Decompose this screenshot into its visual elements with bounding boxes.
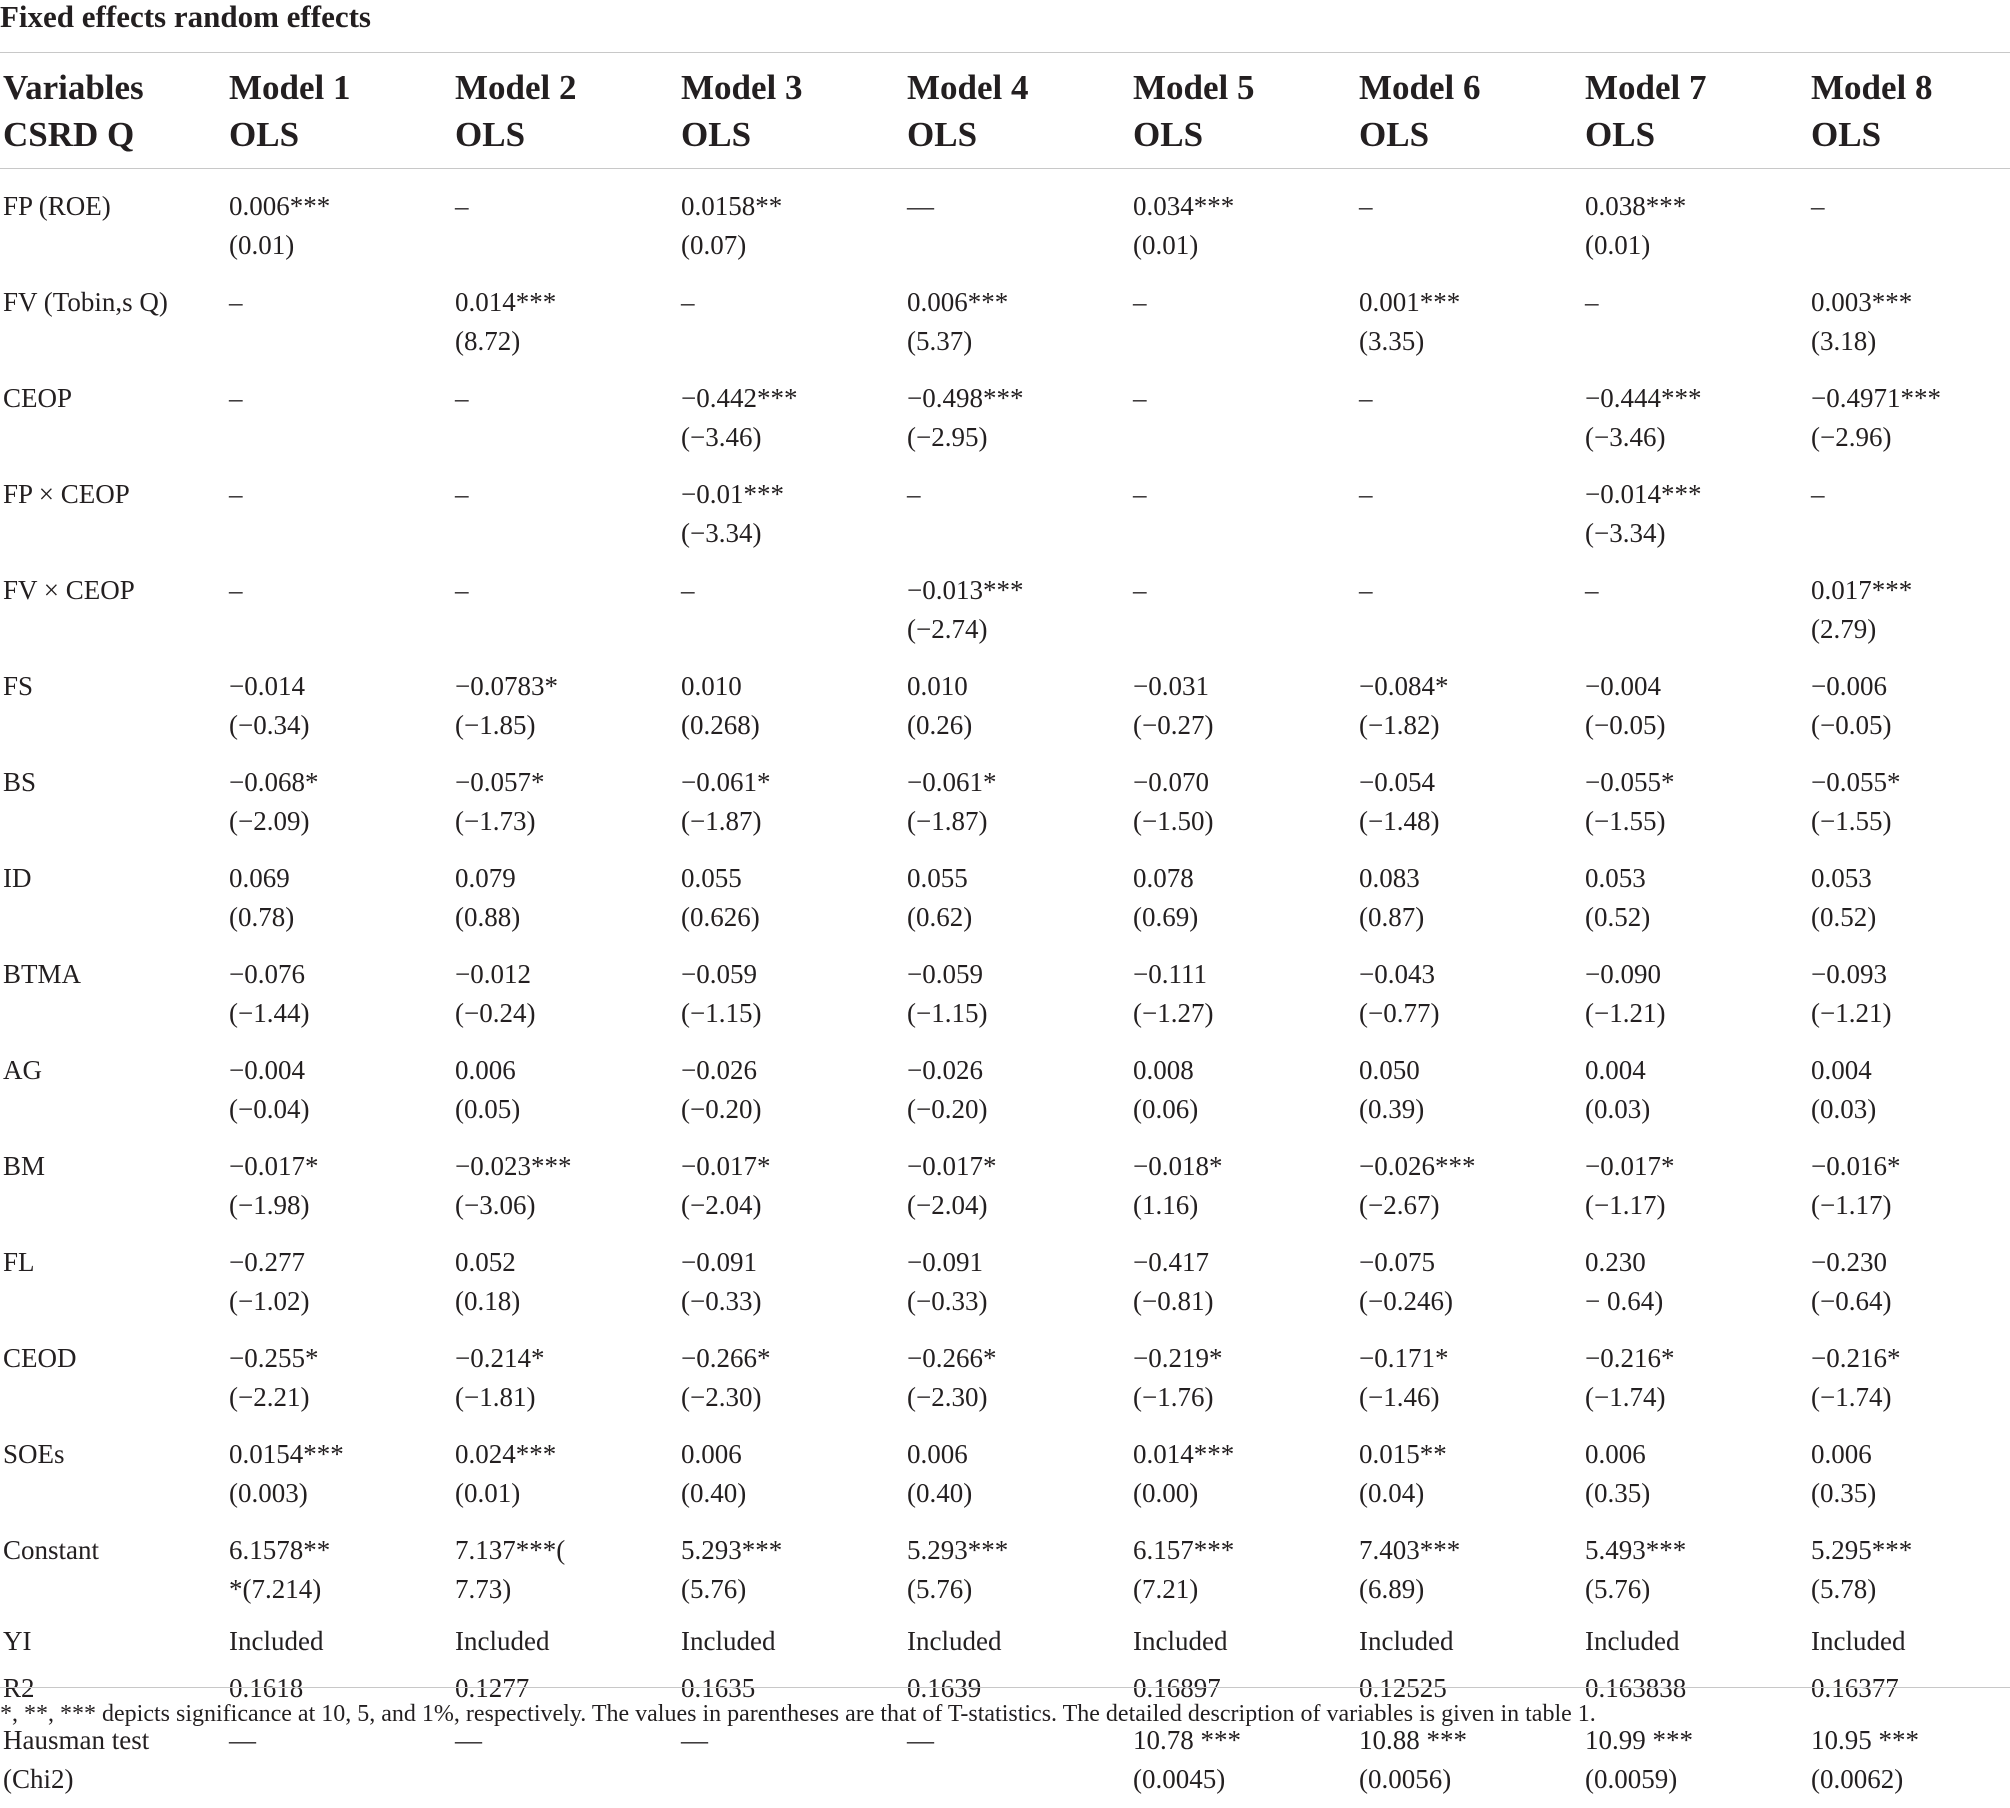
table-cell: −0.057* (−1.73) [452,754,678,850]
table-cell: −0.018* (1.16) [1130,1138,1356,1234]
table-cell: Included [1356,1618,1582,1665]
table-cell: −0.266* (−2.30) [904,1330,1130,1426]
row-label: ID [0,850,226,946]
table-cell: −0.031 (−0.27) [1130,658,1356,754]
row-label: FL [0,1234,226,1330]
table-cell: −0.012 (−0.24) [452,946,678,1042]
row-label: Constant [0,1522,226,1618]
table-cell: 0.079 (0.88) [452,850,678,946]
table-cell: Included [1808,1618,2010,1665]
table-cell: −0.498*** (−2.95) [904,370,1130,466]
table-cell: −0.230 (−0.64) [1808,1234,2010,1330]
table-cell: – [226,370,452,466]
table-cell: – [1582,562,1808,658]
table-cell: −0.061* (−1.87) [904,754,1130,850]
table-cell: −0.277 (−1.02) [226,1234,452,1330]
table-cell: 0.083 (0.87) [1356,850,1582,946]
table-cell: – [226,562,452,658]
table-cell: −0.075 (−0.246) [1356,1234,1582,1330]
table-cell: −0.084* (−1.82) [1356,658,1582,754]
table-cell: −0.017* (−2.04) [904,1138,1130,1234]
table-cell: Included [452,1618,678,1665]
table-cell: – [1130,562,1356,658]
regression-table [0,60,2010,1808]
table-cell: 0.0154*** (0.003) [226,1426,452,1522]
table-cell: −0.216* (−1.74) [1582,1330,1808,1426]
table-cell: – [1356,466,1582,562]
table-cell: — [904,1712,1130,1808]
table-cell: – [226,466,452,562]
table-cell: −0.004 (−0.05) [1582,658,1808,754]
table-cell: −0.006 (−0.05) [1808,658,2010,754]
table-cell: 0.055 (0.62) [904,850,1130,946]
table-cell: 0.017*** (2.79) [1808,562,2010,658]
table-row [0,1618,2010,1665]
row-label: CEOP [0,370,226,466]
header-model-2: Model 2 OLS [452,60,678,169]
table-cell: – [678,562,904,658]
row-label: FV × CEOP [0,562,226,658]
table-cell: 0.1639 [904,1665,1130,1712]
table-cell: −0.091 (−0.33) [904,1234,1130,1330]
table-cell: 0.055 (0.626) [678,850,904,946]
table-cell: — [678,1712,904,1808]
table-cell: −0.442*** (−3.46) [678,370,904,466]
table-row [0,1522,2010,1618]
row-label: CEOD [0,1330,226,1426]
table-cell: 0.004 (0.03) [1582,1042,1808,1138]
table-cell: Included [226,1618,452,1665]
table-cell: −0.216* (−1.74) [1808,1330,2010,1426]
table-row [0,169,2010,275]
table-row [0,562,2010,658]
table-cell: – [678,274,904,370]
table-cell: — [452,1712,678,1808]
table-title: Fixed effects random effects [0,0,371,48]
table-cell: 0.0158** (0.07) [678,169,904,275]
table-cell: – [1582,274,1808,370]
header-model-6: Model 6 OLS [1356,60,1582,169]
table-cell: −0.017* (−1.17) [1582,1138,1808,1234]
table-cell: – [1130,274,1356,370]
table-cell: −0.076 (−1.44) [226,946,452,1042]
row-label: YI [0,1618,226,1665]
table-cell: 0.078 (0.69) [1130,850,1356,946]
table-cell: 7.137***( 7.73) [452,1522,678,1618]
row-label: BS [0,754,226,850]
table-row [0,370,2010,466]
table-cell: 0.010 (0.26) [904,658,1130,754]
bottom-rule [0,1687,2010,1688]
table-cell: — [904,169,1130,275]
table-cell: −0.013*** (−2.74) [904,562,1130,658]
table-cell: 0.006 (0.35) [1582,1426,1808,1522]
table-cell: 10.78 *** (0.0045) [1130,1712,1356,1808]
table-row [0,658,2010,754]
table-cell: −0.061* (−1.87) [678,754,904,850]
table-cell: 0.006*** (5.37) [904,274,1130,370]
table-cell: 10.88 *** (0.0056) [1356,1712,1582,1808]
table-cell: 7.403*** (6.89) [1356,1522,1582,1618]
row-label: AG [0,1042,226,1138]
table-row [0,1234,2010,1330]
table-cell: 0.163838 [1582,1665,1808,1712]
row-label: FS [0,658,226,754]
table-cell: −0.055* (−1.55) [1582,754,1808,850]
table-cell: 0.006 (0.40) [678,1426,904,1522]
table-cell: −0.111 (−1.27) [1130,946,1356,1042]
table-cell: −0.01*** (−3.34) [678,466,904,562]
table-cell: 6.157*** (7.21) [1130,1522,1356,1618]
table-cell: −0.026 (−0.20) [904,1042,1130,1138]
table-cell: 0.16377 [1808,1665,2010,1712]
table-cell: −0.070 (−1.50) [1130,754,1356,850]
table-row [0,466,2010,562]
table-cell: −0.016* (−1.17) [1808,1138,2010,1234]
table-cell: 0.052 (0.18) [452,1234,678,1330]
table-cell: Included [904,1618,1130,1665]
table-cell: −0.014 (−0.34) [226,658,452,754]
table-cell: Included [1582,1618,1808,1665]
table-cell: 0.1618 [226,1665,452,1712]
table-cell: 5.295*** (5.78) [1808,1522,2010,1618]
table-cell: 0.12525 [1356,1665,1582,1712]
table-row [0,1138,2010,1234]
table-row [0,1426,2010,1522]
table-row [0,1042,2010,1138]
table-cell: 0.003*** (3.18) [1808,274,2010,370]
table-cell: −0.059 (−1.15) [678,946,904,1042]
table-cell: – [1356,370,1582,466]
table-cell: 0.006 (0.05) [452,1042,678,1138]
header-model-8: Model 8 OLS [1808,60,2010,169]
table-cell: 0.038*** (0.01) [1582,169,1808,275]
table-cell: 0.006*** (0.01) [226,169,452,275]
header-row [0,60,2010,169]
row-label: R2 [0,1665,226,1712]
table-cell: 0.230 − 0.64) [1582,1234,1808,1330]
table-cell: −0.017* (−1.98) [226,1138,452,1234]
table-cell: −0.266* (−2.30) [678,1330,904,1426]
table-cell: −0.026*** (−2.67) [1356,1138,1582,1234]
table-cell: −0.059 (−1.15) [904,946,1130,1042]
table-row [0,274,2010,370]
table-cell: 0.069 (0.78) [226,850,452,946]
table-cell: −0.0783* (−1.85) [452,658,678,754]
table-cell: 5.293*** (5.76) [678,1522,904,1618]
table-cell: — [226,1712,452,1808]
table-row [0,1330,2010,1426]
table-cell: – [452,169,678,275]
table-cell: 0.1277 [452,1665,678,1712]
table-cell: −0.219* (−1.76) [1130,1330,1356,1426]
table-cell: −0.091 (−0.33) [678,1234,904,1330]
table-cell: – [226,274,452,370]
table-cell: 10.95 *** (0.0062) [1808,1712,2010,1808]
table-cell: – [1356,562,1582,658]
header-model-7: Model 7 OLS [1582,60,1808,169]
table-cell: – [1808,169,2010,275]
header-model-5: Model 5 OLS [1130,60,1356,169]
table-cell: 0.053 (0.52) [1808,850,2010,946]
table-cell: 5.493*** (5.76) [1582,1522,1808,1618]
row-label: BTMA [0,946,226,1042]
table-cell: 0.024*** (0.01) [452,1426,678,1522]
row-label: BM [0,1138,226,1234]
table-cell: 0.001*** (3.35) [1356,274,1582,370]
table-row [0,850,2010,946]
table-cell: 0.014*** (8.72) [452,274,678,370]
table-cell: 5.293*** (5.76) [904,1522,1130,1618]
row-label: FP (ROE) [0,169,226,275]
table-cell: −0.004 (−0.04) [226,1042,452,1138]
table-cell: – [1130,466,1356,562]
row-label: Hausman test (Chi2) [0,1712,226,1808]
table-cell: −0.054 (−1.48) [1356,754,1582,850]
table-cell: 0.004 (0.03) [1808,1042,2010,1138]
table-cell: – [452,466,678,562]
table-cell: 0.053 (0.52) [1582,850,1808,946]
footnote: *, **, *** depicts significance at 10, 5, and 1%, respectively. The values in parentheses are that of T-statistics. The detailed description of variables is given in table 1. [0,1698,1596,1730]
table-cell: Included [1130,1618,1356,1665]
table-cell: −0.171* (−1.46) [1356,1330,1582,1426]
top-rule [0,52,2010,53]
table-cell: −0.093 (−1.21) [1808,946,2010,1042]
table-cell: – [1130,370,1356,466]
row-label: SOEs [0,1426,226,1522]
table-cell: 0.006 (0.40) [904,1426,1130,1522]
table-cell: 0.034*** (0.01) [1130,169,1356,275]
table-cell: – [1808,466,2010,562]
table-row [0,946,2010,1042]
table-cell: −0.043 (−0.77) [1356,946,1582,1042]
table-cell: −0.017* (−2.04) [678,1138,904,1234]
table-cell: 0.014*** (0.00) [1130,1426,1356,1522]
table-cell: −0.417 (−0.81) [1130,1234,1356,1330]
table-cell: 0.16897 [1130,1665,1356,1712]
table-cell: – [1356,169,1582,275]
table-cell: −0.214* (−1.81) [452,1330,678,1426]
header-model-4: Model 4 OLS [904,60,1130,169]
table-cell: −0.023*** (−3.06) [452,1138,678,1234]
header-model-3: Model 3 OLS [678,60,904,169]
header-model-1: Model 1 OLS [226,60,452,169]
table-cell: – [452,562,678,658]
table-cell: Included [678,1618,904,1665]
table-cell: −0.068* (−2.09) [226,754,452,850]
table-cell: −0.090 (−1.21) [1582,946,1808,1042]
table-cell: – [452,370,678,466]
table-cell: 0.050 (0.39) [1356,1042,1582,1138]
table-cell: −0.014*** (−3.34) [1582,466,1808,562]
table-cell: 0.008 (0.06) [1130,1042,1356,1138]
table-cell: 0.015** (0.04) [1356,1426,1582,1522]
table-cell: 0.006 (0.35) [1808,1426,2010,1522]
table-body [0,169,2010,1808]
table-cell: −0.026 (−0.20) [678,1042,904,1138]
row-label: FV (Tobin,s Q) [0,274,226,370]
table-cell: −0.255* (−2.21) [226,1330,452,1426]
table-cell: 6.1578** *(7.214) [226,1522,452,1618]
table-cell: – [904,466,1130,562]
table-cell: −0.055* (−1.55) [1808,754,2010,850]
table-cell: −0.4971*** (−2.96) [1808,370,2010,466]
table-cell: 0.010 (0.268) [678,658,904,754]
table-cell: 0.1635 [678,1665,904,1712]
row-label: FP × CEOP [0,466,226,562]
header-variables: Variables CSRD Q [0,60,226,169]
table-row [0,754,2010,850]
table-cell: 10.99 *** (0.0059) [1582,1712,1808,1808]
table-cell: −0.444*** (−3.46) [1582,370,1808,466]
